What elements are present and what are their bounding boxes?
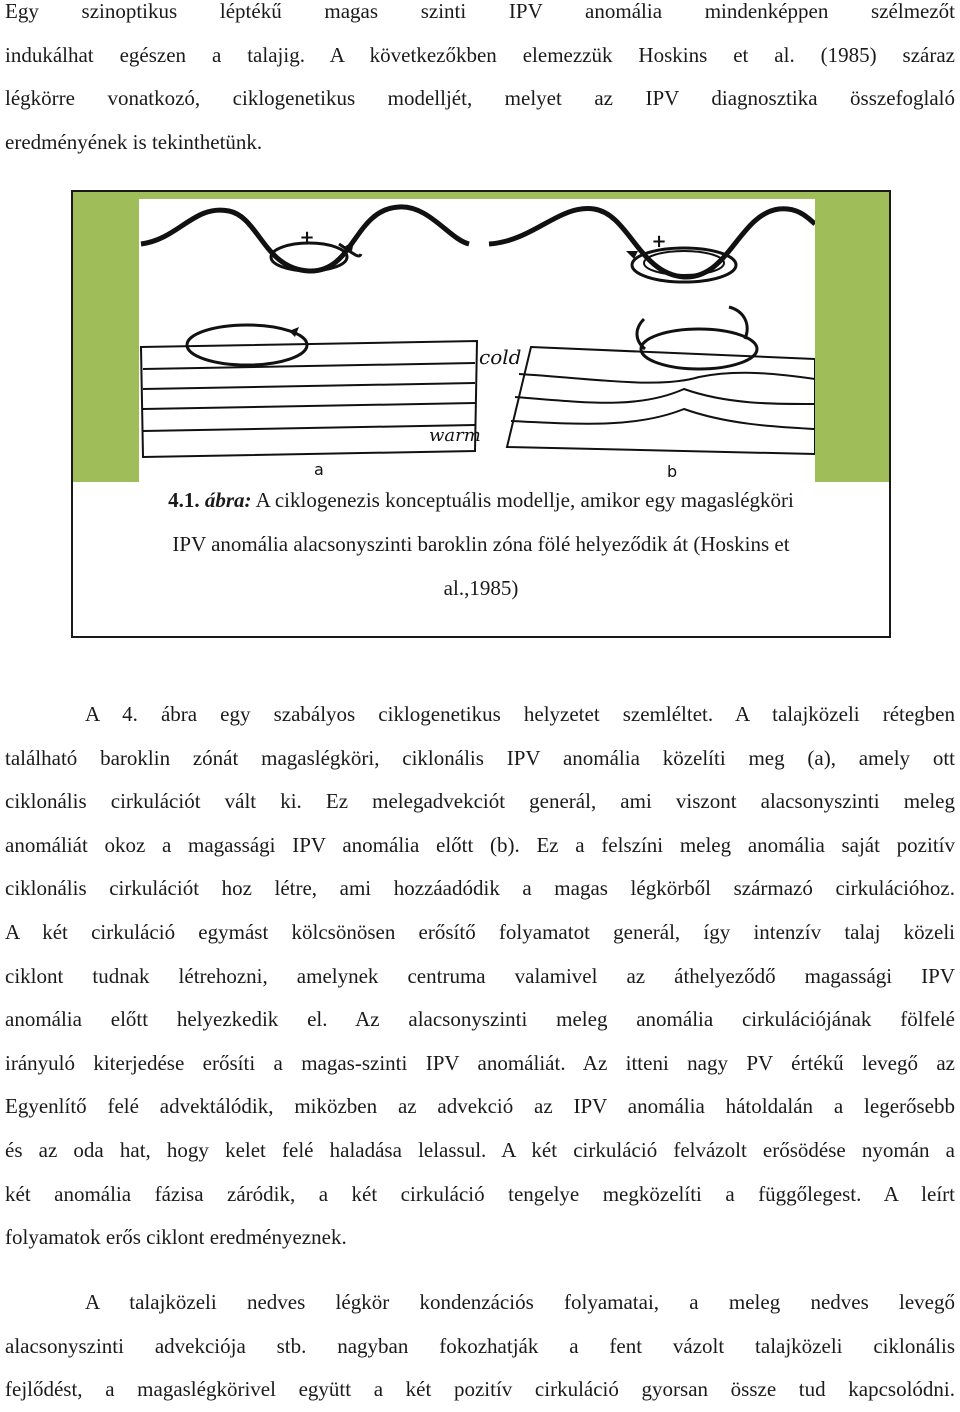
plus-b-label: + <box>651 231 667 252</box>
paragraph-line: alacsonyszinti advekciója stb. nagyban fokozhatják a fent vázolt talajközeli ciklonális <box>5 1333 955 1358</box>
paragraph-line: anomália előtt helyezkedik el. Az alacsonyszinti meleg anomália cirkulációjának fölfelé <box>5 1007 955 1032</box>
caption-word: ábra: <box>204 488 252 512</box>
paragraph-line: ciklonális cirkulációt hoz létre, ami hozzáadódik a magas légkörből származó cirkulációhoz. <box>5 876 955 901</box>
paragraph-line: légkörre vonatkozó, ciklogenetikus modelljét, melyet az IPV diagnosztika összefoglaló <box>5 86 955 111</box>
panel-a-label: a <box>314 460 324 479</box>
figure-caption <box>103 478 859 610</box>
paragraph-line: ciklont tudnak létrehozni, amelynek centruma valamivel az áthelyeződő magassági IPV <box>5 963 955 988</box>
caption-text-line-2: IPV anomália alacsonyszinti baroklin zóna fölé helyeződik át (Hoskins et <box>172 532 790 556</box>
paragraph-line: Egyenlítő felé advektálódik, miközben az advekció az IPV anomália hátoldalán a legerősebb <box>5 1094 955 1119</box>
intro-paragraph <box>5 0 955 164</box>
paragraph-line: található baroklin zónát magaslégköri, ciklonális IPV anomália közelíti meg (a), amely ott <box>5 745 955 770</box>
panel-b-label: b <box>667 462 678 481</box>
paragraph-last-line: eredményének is tekinthetünk. <box>5 129 263 154</box>
caption-number: 4.1. <box>168 488 200 512</box>
main-paragraph <box>5 693 955 1260</box>
figure-frame <box>71 190 891 638</box>
figure-image <box>73 192 889 482</box>
plus-a-label: + <box>299 227 315 248</box>
paragraph-line: és az oda hat, hogy kelet felé haladása lelassul. A két cirkuláció felvázolt erősödése nyomán a <box>5 1137 955 1162</box>
paragraph-line: Egy szinoptikus léptékű magas szinti IPV anomália mindenképpen szélmezőt <box>5 0 955 23</box>
caption-text-line-1: A ciklogenezis konceptuális modellje, amikor egy magaslégköri <box>251 488 794 512</box>
closing-paragraph <box>5 1281 955 1412</box>
paragraph-line: irányuló kiterjedése erősíti a magas-szinti IPV anomáliát. Az itteni nagy PV értékű levegő az <box>5 1050 955 1075</box>
warm-label: warm <box>429 425 481 446</box>
paragraph-line: anomáliát okoz a magassági IPV anomália előtt (b). Ez a felszíni meleg anomália saját pozitív <box>5 832 955 857</box>
cold-label: cold <box>479 345 522 369</box>
paragraph-line: A 4. ábra egy szabályos ciklogenetikus helyzetet szemléltet. A talajközeli rétegben <box>85 702 955 726</box>
paragraph-line: két anomália fázisa záródik, a két cirkuláció tengelye megközelíti a függőlegest. A leírt <box>5 1181 955 1206</box>
paragraph-line: A két cirkuláció egymást kölcsönösen erősítő folyamatot generál, így intenzív talaj közeli <box>5 919 955 944</box>
paragraph-line: ciklonális cirkulációt vált ki. Ez melegadvekciót generál, ami viszont alacsonyszinti meleg <box>5 789 955 814</box>
paragraph-last-line: folyamatok erős ciklont eredményeznek. <box>5 1225 347 1250</box>
cyclogenesis-diagram <box>139 199 815 482</box>
caption-text-line-3: al.,1985) <box>443 576 519 600</box>
paragraph-line: A talajközeli nedves légkör kondenzációs folyamatai, a meleg nedves levegő <box>85 1290 955 1314</box>
paragraph-line: fejlődést, a magaslégkörivel együtt a két pozitív cirkuláció gyorsan össze tud kapcsolódni. <box>5 1377 955 1402</box>
paragraph-line: indukálhat egészen a talajig. A következőkben elemezzük Hoskins et al. (1985) száraz <box>5 42 955 67</box>
